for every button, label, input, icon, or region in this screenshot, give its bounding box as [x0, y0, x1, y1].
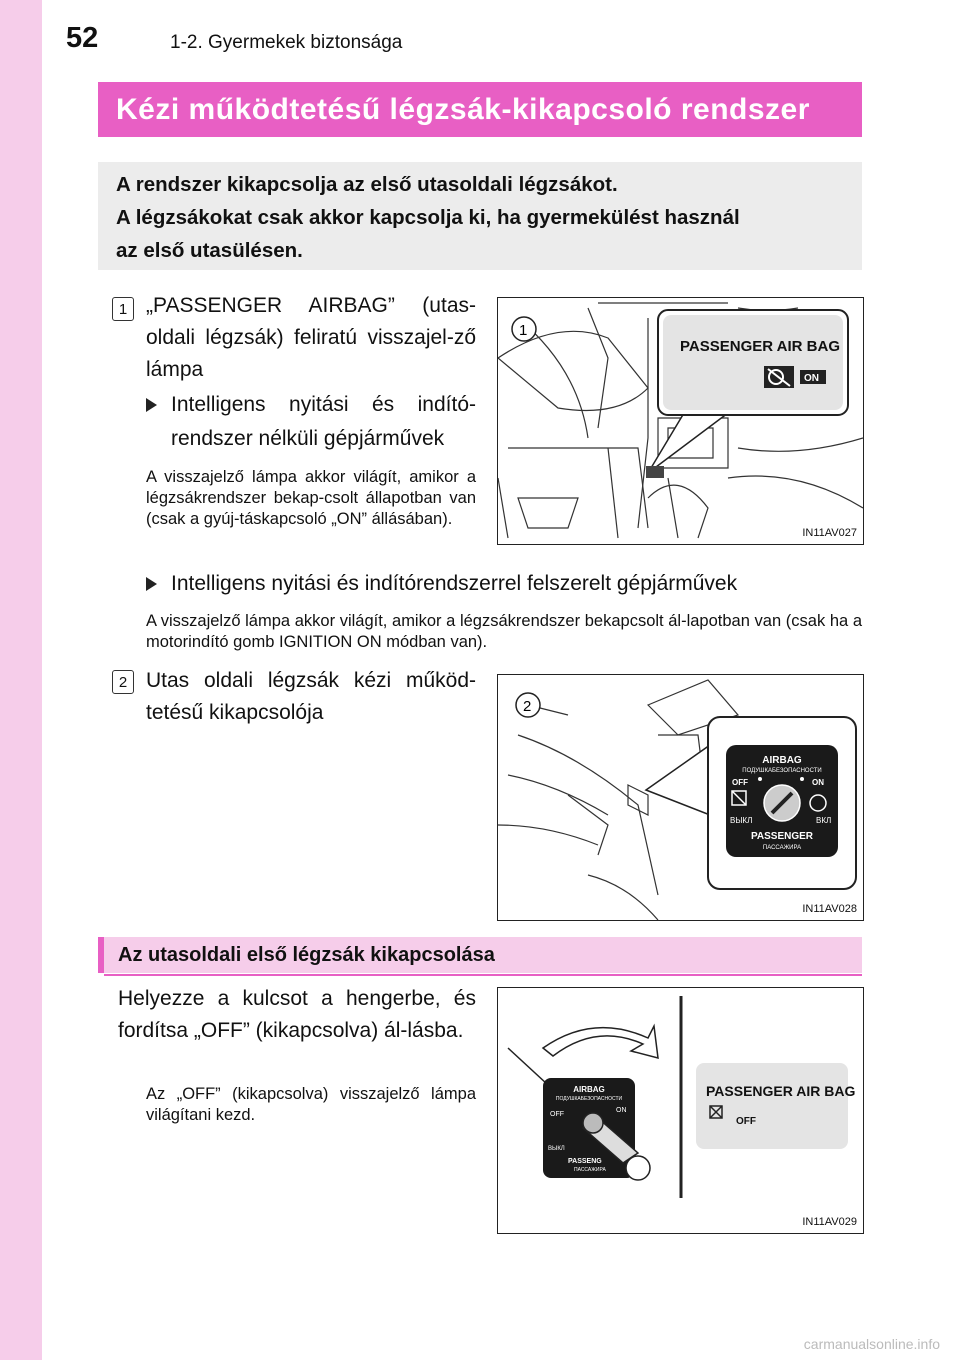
airbag-off-icon	[764, 366, 794, 388]
intro-line: A légzsákokat csak akkor kapcsolja ki, ha gyermekülést használ	[116, 206, 740, 229]
bullet-2-text: Intelligens nyitási és indítórendszerrel felszerelt gépjárművek	[171, 572, 738, 595]
switch-label-airbag-ru: ПОДУШКАБЕЗОПАСНОСТИ	[742, 768, 822, 774]
section-2-text: Helyezze a kulcsot a hengerbe, és fordítsa „OFF” (kikapcsolva) ál-lásba.	[118, 987, 476, 1042]
rotate-arrow-icon	[543, 1026, 658, 1058]
glovebox-illustration	[498, 675, 863, 920]
intro-box	[98, 162, 862, 270]
item-number-1: 1	[112, 297, 134, 321]
page-title: Kézi működtetésű légzsák-kikapcsoló rendszer	[98, 82, 862, 137]
figure-code: IN11AV027	[802, 527, 857, 539]
lamp-state: ON	[804, 373, 819, 384]
figure-dashboard-lamp	[497, 297, 864, 545]
switch-label-airbag: AIRBAG	[573, 1085, 605, 1094]
section-heading: Az utasoldali első légzsák kikapcsolása	[98, 937, 862, 973]
dashboard-illustration	[498, 298, 863, 544]
figure-airbag-switch	[497, 674, 864, 921]
switch-label-on-ru: ВКЛ	[816, 816, 832, 825]
switch-label-off: OFF	[732, 778, 748, 787]
switch-label-passenger-ru: ПАССАЖИРА	[574, 1167, 606, 1173]
section-2-note: Az „OFF” (kikapcsolva) visszajelző lámpa világítani kezd.	[146, 1085, 476, 1124]
switch-label-passenger: PASSENG	[568, 1158, 602, 1165]
item-2-text: Utas oldali légzsák kézi működ-tetésű kikapcsolója	[146, 669, 476, 724]
bullet-2	[146, 567, 862, 601]
lamp-label: PASSENGER AIR BAG	[706, 1083, 856, 1099]
lamp-label: PASSENGER AIR BAG	[680, 338, 841, 355]
note-1: A visszajelző lámpa akkor világít, amikor a légzsákrendszer bekap-csolt állapotban van (csak a gyúj-táskapcsoló „ON” állásában).	[146, 468, 476, 528]
callout-1: 1	[519, 322, 528, 339]
section-header: 1-2. Gyermekek biztonsága	[170, 32, 403, 53]
note-2: A visszajelző lámpa akkor világít, amikor a légzsákrendszer bekapcsolt ál-lapotban van (csak ha a motorindító gomb IGNITION ON módban van).	[146, 612, 862, 651]
switch-label-off: OFF	[550, 1111, 564, 1118]
lamp-state: OFF	[736, 1116, 756, 1127]
switch-label-off-ru: ВЫКЛ	[730, 816, 753, 825]
key-turn-illustration	[498, 988, 863, 1233]
switch-label-passenger: PASSENGER	[750, 831, 814, 842]
item-1-text: „PASSENGER AIRBAG” (utas-oldali légzsák) feliratú visszajel-ző lámpa	[146, 294, 476, 381]
callout-2: 2	[523, 698, 532, 715]
side-tab-strip	[0, 0, 42, 1360]
switch-label-on: ON	[812, 778, 824, 787]
bullet-1	[146, 388, 476, 456]
intro-line: az első utasülésen.	[116, 239, 303, 262]
figure-code: IN11AV029	[802, 1216, 857, 1228]
switch-label-off-ru: ВЫКЛ	[548, 1146, 565, 1152]
switch-label-passenger-ru: ПАССАЖИРА	[762, 845, 802, 851]
page-number: 52	[66, 22, 99, 54]
footer-watermark: carmanualsonline.info	[803, 1336, 940, 1352]
triangle-bullet-icon	[146, 577, 157, 591]
switch-label-airbag-ru: ПОДУШКАБЕЗОПАСНОСТИ	[555, 1096, 623, 1102]
intro-line: A rendszer kikapcsolja az első utasoldali légzsákot.	[116, 173, 618, 196]
switch-label-airbag: AIRBAG	[762, 755, 802, 766]
figure-key-turn	[497, 987, 864, 1234]
bullet-1-text: Intelligens nyitási és indító-rendszer nélküli gépjárművek	[171, 393, 476, 450]
item-number-2: 2	[112, 670, 134, 694]
switch-label-on: ON	[616, 1107, 627, 1114]
figure-code: IN11AV028	[802, 903, 857, 915]
triangle-bullet-icon	[146, 398, 157, 412]
